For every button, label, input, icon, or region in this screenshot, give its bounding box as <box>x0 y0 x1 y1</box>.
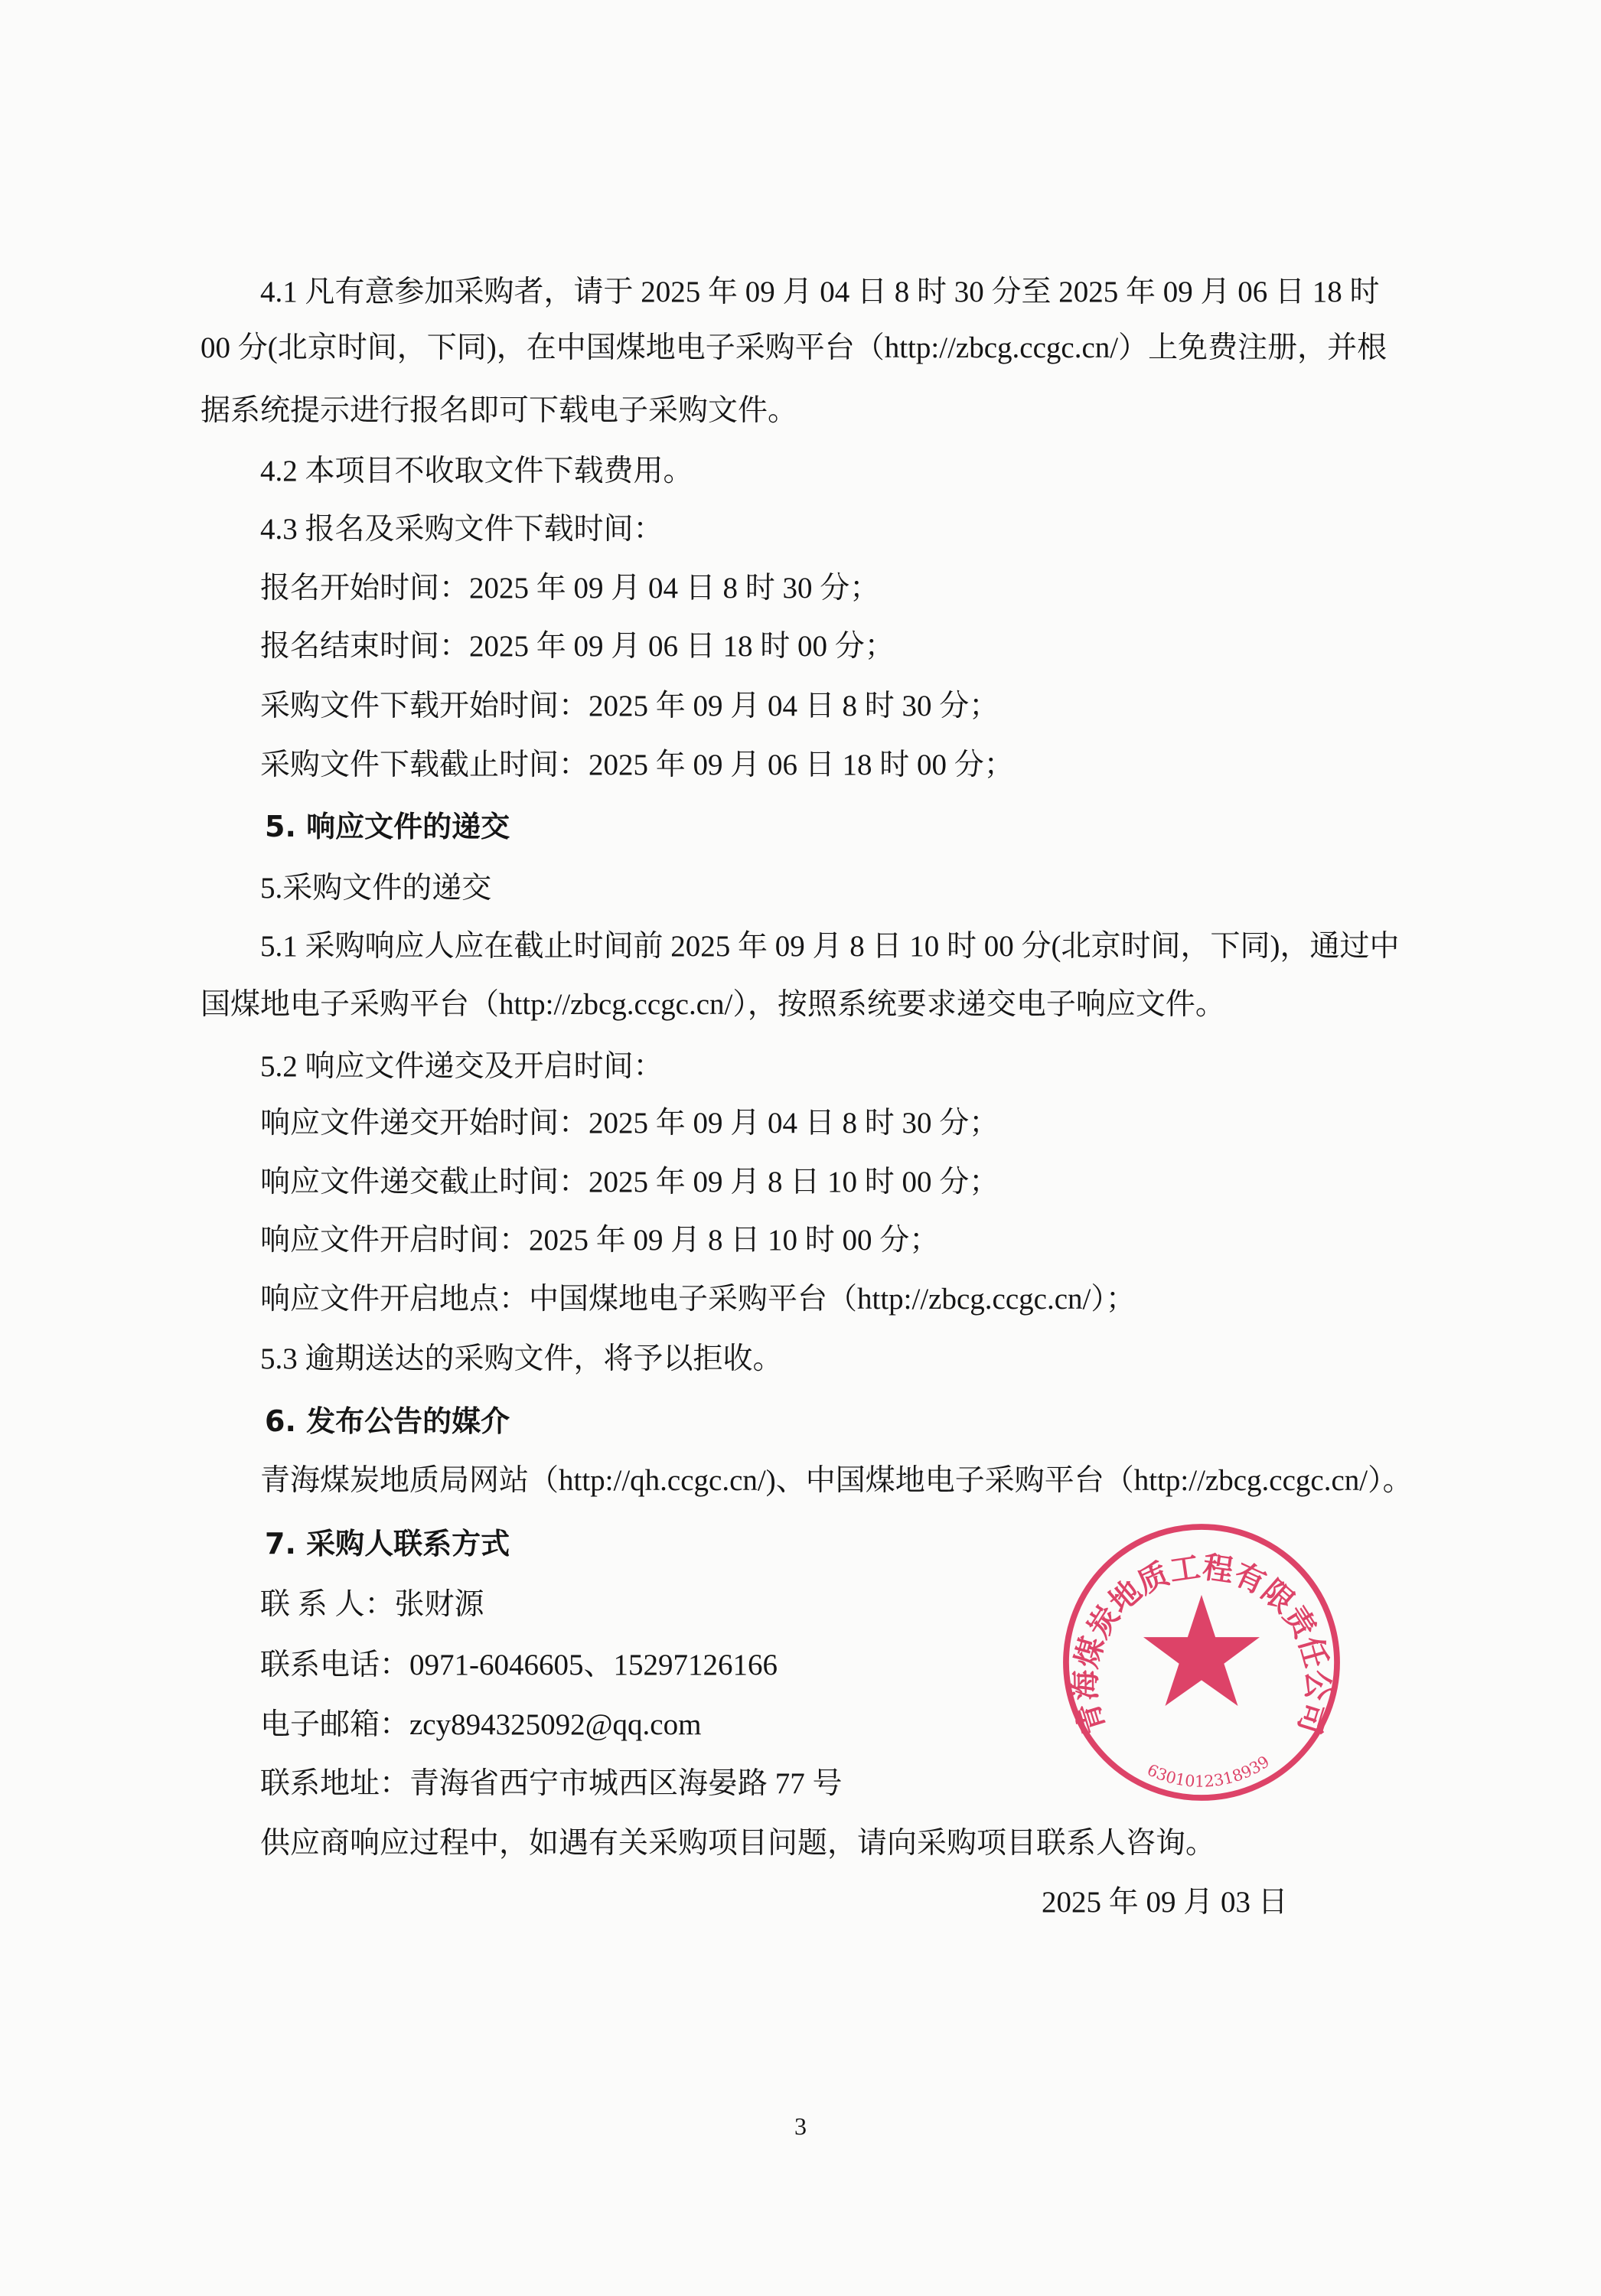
download-start: 采购文件下载开始时间：2025 年 09 月 04 日 8 时 30 分； <box>260 690 999 722</box>
section-6-heading: 6. 发布公告的媒介 <box>265 1404 510 1438</box>
opening-place: 响应文件开启地点：中国煤地电子采购平台（http://zbcg.ccgc.cn/）； <box>260 1283 1136 1316</box>
seal-text: 青海煤炭地质工程有限责任公司 <box>1068 1549 1335 1738</box>
company-seal-stamp <box>1056 1517 1347 1808</box>
paragraph-4-1-line-1: 4.1 凡有意参加采购者，请于 2025 年 09 月 04 日 8 时 30 分至 2025 年 09 月 06 日 18 时 <box>260 276 1380 308</box>
contact-address: 联系地址：青海省西宁市城西区海晏路 77 号 <box>260 1767 843 1800</box>
paragraph-5-1-line-1: 5.1 采购响应人应在截止时间前 2025 年 09 月 8 日 10 时 00 分(北京时间，下同)，通过中 <box>260 930 1400 963</box>
contact-person: 联 系 人：张财源 <box>260 1588 484 1621</box>
paragraph-4-2: 4.2 本项目不收取文件下载费用。 <box>260 455 693 488</box>
registration-start: 报名开始时间：2025 年 09 月 04 日 8 时 30 分； <box>260 572 880 605</box>
paragraph-4-1-line-2: 00 分(北京时间，下同)，在中国煤地电子采购平台（http://zbcg.ccgc.cn/）上免费注册，并根 <box>201 331 1387 364</box>
paragraph-5-2: 5.2 响应文件递交及开启时间： <box>260 1050 664 1083</box>
issue-date: 2025 年 09 月 03 日 <box>1042 1886 1288 1919</box>
section-5-subheading: 5.采购文件的递交 <box>260 872 492 905</box>
contact-email: 电子邮箱：zcy894325092@qq.com <box>260 1708 702 1741</box>
seal-code: 6301012318939 <box>1144 1752 1273 1791</box>
seal-star-icon <box>1143 1595 1260 1706</box>
inquiry-note: 供应商响应过程中，如遇有关采购项目问题，请向采购项目联系人咨询。 <box>260 1827 1216 1860</box>
opening-time: 响应文件开启时间：2025 年 09 月 8 日 10 时 00 分； <box>260 1224 940 1257</box>
paragraph-4-1-line-3: 据系统提示进行报名即可下载电子采购文件。 <box>201 394 798 427</box>
paragraph-4-3: 4.3 报名及采购文件下载时间： <box>260 513 664 546</box>
submission-start: 响应文件递交开始时间：2025 年 09 月 04 日 8 时 30 分； <box>260 1107 999 1140</box>
registration-end: 报名结束时间：2025 年 09 月 06 日 18 时 00 分； <box>260 630 895 663</box>
paragraph-5-1-line-2: 国煤地电子采购平台（http://zbcg.ccgc.cn/），按照系统要求递交电子响应文件。 <box>201 988 1225 1021</box>
download-end: 采购文件下载截止时间：2025 年 09 月 06 日 18 时 00 分； <box>260 748 1014 781</box>
section-7-heading: 7. 采购人联系方式 <box>265 1527 510 1561</box>
submission-end: 响应文件递交截止时间：2025 年 09 月 8 日 10 时 00 分； <box>260 1166 999 1199</box>
page-number: 3 <box>794 2112 807 2140</box>
section-5-heading: 5. 响应文件的递交 <box>265 810 510 843</box>
contact-phone: 联系电话：0971-6046605、15297126166 <box>260 1649 778 1681</box>
media-list: 青海煤炭地质局网站（http://qh.ccgc.cn/)、中国煤地电子采购平台（http://zbcg.ccgc.cn/）。 <box>260 1464 1413 1497</box>
paragraph-5-3: 5.3 逾期送达的采购文件，将予以拒收。 <box>260 1342 783 1375</box>
